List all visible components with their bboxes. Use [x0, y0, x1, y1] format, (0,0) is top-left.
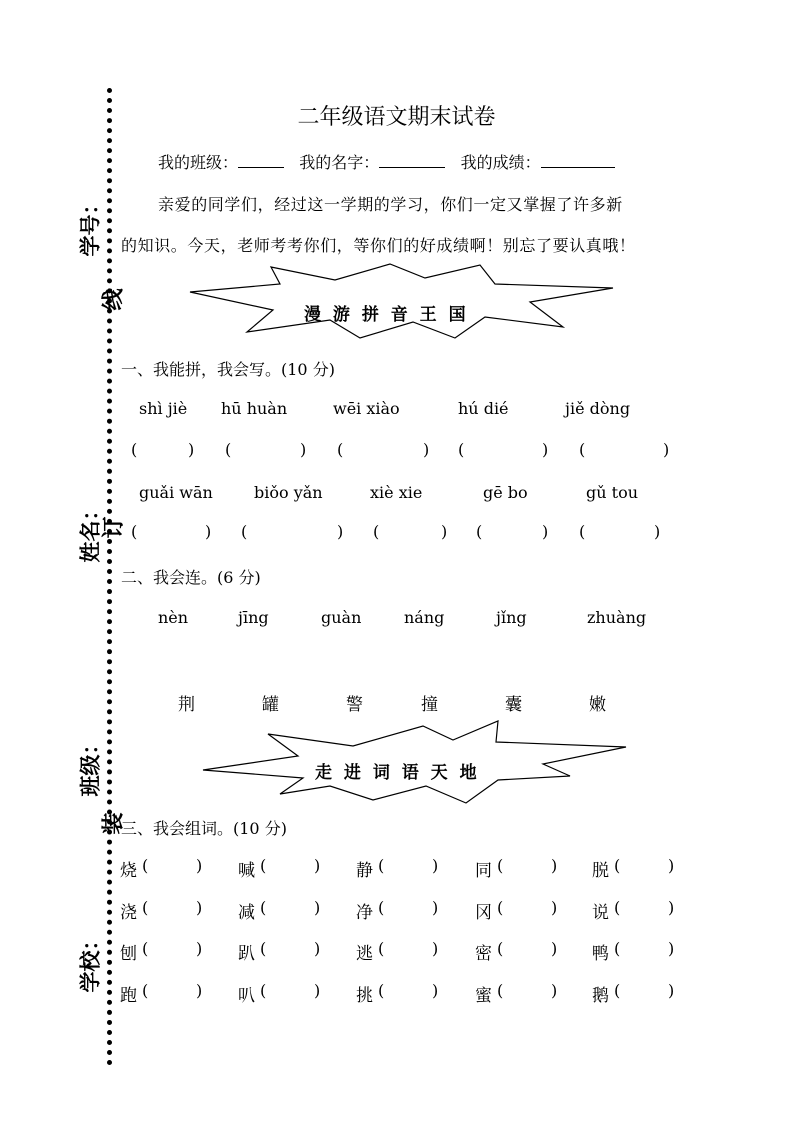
answer-box-5-open: ( — [579, 440, 586, 459]
name-blank[interactable] — [379, 153, 445, 168]
page-title: 二年级语文期末试卷 — [297, 105, 496, 130]
answer-box-6-open: ( — [131, 522, 138, 541]
word-box-4-1-close: ) — [196, 981, 203, 1000]
word-box-2-3-close: ) — [432, 898, 439, 917]
section-2-heading: 二、我会连。(6 分) — [121, 568, 261, 587]
word-box-3-3-open: ( — [378, 939, 385, 958]
binding-mark-zhuang: 装 — [101, 812, 127, 835]
pinyin-1: shì jiè — [139, 399, 188, 418]
word-box-2-4-open: ( — [497, 898, 504, 917]
word-box-2-5-close: ) — [668, 898, 675, 917]
word-box-4-4-close: ) — [551, 981, 558, 1000]
word-box-2-4-close: ) — [551, 898, 558, 917]
pinyin-8: xiè xie — [370, 483, 423, 502]
word-box-4-4-open: ( — [497, 981, 504, 1000]
answer-box-4-open: ( — [458, 440, 465, 459]
word-char-4-3: 挑 — [356, 986, 373, 1006]
match-char-1: 荆 — [178, 695, 195, 715]
word-box-2-3-open: ( — [378, 898, 385, 917]
intro-line-2: 的知识。今天，老师考考你们，等你们的好成绩啊！别忘了要认真哦！ — [121, 236, 636, 255]
pinyin-4: hú dié — [458, 399, 509, 418]
match-char-6: 嫩 — [589, 695, 606, 715]
word-char-1-4: 同 — [475, 861, 492, 881]
word-box-3-1-close: ) — [196, 939, 203, 958]
answer-box-9-open: ( — [476, 522, 483, 541]
word-box-3-4-close: ) — [551, 939, 558, 958]
student-id-label: 学号： — [78, 193, 103, 257]
word-box-1-1-open: ( — [142, 856, 149, 875]
pinyin-10: gǔ tou — [586, 483, 638, 502]
word-char-3-1: 刨 — [120, 944, 137, 964]
school-label: 学校： — [78, 929, 103, 993]
word-box-1-3-close: ) — [432, 856, 439, 875]
binding-mark-ding: 订 — [101, 516, 127, 539]
word-char-4-4: 蜜 — [475, 986, 492, 1006]
word-box-4-5-open: ( — [614, 981, 621, 1000]
pinyin-5: jiě dòng — [565, 399, 631, 418]
word-char-3-5: 鸭 — [592, 944, 609, 964]
word-box-3-5-open: ( — [614, 939, 621, 958]
word-box-1-4-close: ) — [551, 856, 558, 875]
match-pinyin-2: jīng — [238, 608, 269, 627]
student-name-label: 姓名： — [78, 499, 103, 563]
word-char-4-2: 叭 — [238, 986, 255, 1006]
score-blank[interactable] — [541, 153, 615, 168]
word-char-3-4: 密 — [475, 944, 492, 964]
match-pinyin-1: nèn — [158, 608, 189, 627]
word-box-2-2-close: ) — [314, 898, 321, 917]
word-char-1-1: 烧 — [120, 861, 137, 881]
answer-box-5-close: ) — [663, 440, 670, 459]
word-box-3-2-open: ( — [260, 939, 267, 958]
word-char-2-2: 减 — [238, 903, 255, 923]
section-1-heading: 一、我能拼，我会写。(10 分) — [121, 360, 335, 379]
word-char-1-2: 喊 — [238, 861, 255, 881]
word-box-4-3-close: ) — [432, 981, 439, 1000]
word-box-4-2-close: ) — [314, 981, 321, 1000]
name-field-label: 我的名字： — [299, 153, 380, 172]
word-box-4-1-open: ( — [142, 981, 149, 1000]
word-box-3-4-open: ( — [497, 939, 504, 958]
answer-box-1-open: ( — [131, 440, 138, 459]
word-char-1-5: 脱 — [592, 861, 609, 881]
word-box-1-3-open: ( — [378, 856, 385, 875]
match-char-3: 警 — [346, 695, 363, 715]
section-3-heading: 三、我会组词。(10 分) — [121, 819, 287, 838]
binding-dotted-line — [107, 88, 112, 1066]
answer-box-8-open: ( — [373, 522, 380, 541]
word-char-3-3: 逃 — [356, 944, 373, 964]
answer-box-10-open: ( — [579, 522, 586, 541]
answer-box-4-close: ) — [542, 440, 549, 459]
word-box-2-1-close: ) — [196, 898, 203, 917]
match-char-2: 罐 — [262, 695, 279, 715]
answer-box-7-open: ( — [241, 522, 248, 541]
word-box-1-4-open: ( — [497, 856, 504, 875]
answer-box-2-close: ) — [300, 440, 307, 459]
word-box-1-1-close: ) — [196, 856, 203, 875]
match-char-5: 囊 — [505, 695, 522, 715]
word-box-4-3-open: ( — [378, 981, 385, 1000]
word-char-2-5: 说 — [592, 903, 609, 923]
intro-line-1: 亲爱的同学们，经过这一学期的学习，你们一定又掌握了许多新 — [158, 195, 623, 214]
word-box-1-2-close: ) — [314, 856, 321, 875]
word-char-2-1: 浇 — [120, 903, 137, 923]
match-char-4: 撞 — [421, 695, 438, 715]
class-field-label: 我的班级： — [158, 153, 239, 172]
answer-box-10-close: ) — [654, 522, 661, 541]
word-box-3-3-close: ) — [432, 939, 439, 958]
word-box-3-5-close: ) — [668, 939, 675, 958]
score-field-label: 我的成绩： — [460, 153, 541, 172]
answer-box-8-close: ) — [441, 522, 448, 541]
binding-mark-xian: 线 — [101, 288, 127, 311]
match-pinyin-5: jǐng — [496, 608, 527, 627]
word-char-4-1: 跑 — [120, 986, 137, 1006]
word-char-2-4: 冈 — [475, 903, 492, 923]
match-pinyin-4: náng — [404, 608, 445, 627]
word-box-4-2-open: ( — [260, 981, 267, 1000]
word-box-1-5-close: ) — [668, 856, 675, 875]
info-line — [158, 150, 615, 173]
word-char-4-5: 鹅 — [592, 986, 609, 1006]
pinyin-6: guǎi wān — [139, 483, 213, 502]
word-box-2-1-open: ( — [142, 898, 149, 917]
answer-box-3-open: ( — [337, 440, 344, 459]
answer-box-9-close: ) — [542, 522, 549, 541]
word-box-4-5-close: ) — [668, 981, 675, 1000]
word-box-2-5-open: ( — [614, 898, 621, 917]
word-box-1-2-open: ( — [260, 856, 267, 875]
pinyin-7: biǒo yǎn — [254, 483, 323, 502]
answer-box-3-close: ) — [423, 440, 430, 459]
class-blank[interactable] — [238, 153, 284, 168]
answer-box-6-close: ) — [205, 522, 212, 541]
word-char-3-2: 趴 — [238, 944, 255, 964]
word-char-1-3: 静 — [356, 861, 373, 881]
word-char-2-3: 净 — [356, 903, 373, 923]
word-box-1-5-open: ( — [614, 856, 621, 875]
word-box-3-1-open: ( — [142, 939, 149, 958]
banner-title-pinyin: 漫 游 拼 音 王 国 — [304, 305, 469, 325]
answer-box-1-close: ) — [188, 440, 195, 459]
banner-title-words: 走 进 词 语 天 地 — [315, 763, 480, 783]
pinyin-3: wēi xiào — [333, 399, 400, 418]
match-pinyin-6: zhuàng — [587, 608, 647, 627]
word-box-3-2-close: ) — [314, 939, 321, 958]
pinyin-9: gē bo — [483, 483, 528, 502]
pinyin-2: hū huàn — [221, 399, 288, 418]
answer-box-7-close: ) — [337, 522, 344, 541]
match-pinyin-3: guàn — [321, 608, 362, 627]
class-label-side: 班级： — [78, 733, 103, 797]
answer-box-2-open: ( — [225, 440, 232, 459]
word-box-2-2-open: ( — [260, 898, 267, 917]
